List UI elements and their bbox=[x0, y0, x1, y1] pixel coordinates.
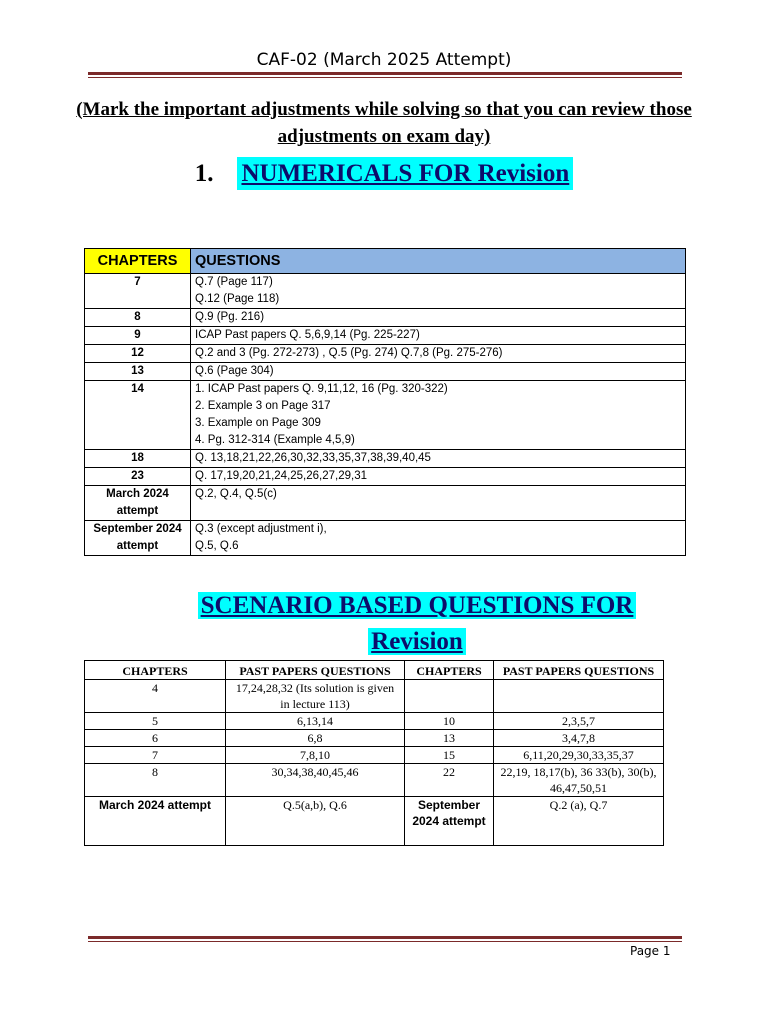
table-row bbox=[85, 468, 686, 486]
table-row bbox=[85, 764, 664, 797]
scenario-questions-cell-2: 3,4,7,8 bbox=[494, 730, 664, 747]
scenario-header-past-papers: PAST PAPERS QUESTIONS bbox=[226, 661, 405, 680]
header-rule bbox=[88, 72, 682, 78]
table-row bbox=[85, 730, 664, 747]
scenario-questions-cell: 17,24,28,32 (Its solution is given in lecture 113) bbox=[226, 680, 405, 713]
scenario-chapter-cell-2: 13 bbox=[405, 730, 494, 747]
numericals-table bbox=[84, 248, 686, 556]
instruction-note: (Mark the important adjustments while solving so that you can review those adjustments on exam day) bbox=[76, 99, 692, 147]
scenario-questions-cell: 6,13,14 bbox=[226, 713, 405, 730]
scenario-header-chapters-2: CHAPTERS bbox=[405, 661, 494, 680]
scenario-questions-cell: 30,34,38,40,45,46 bbox=[226, 764, 405, 797]
table-row bbox=[85, 327, 686, 345]
section2-title-line1: SCENARIO BASED QUESTIONS FOR bbox=[198, 592, 637, 619]
table-row bbox=[85, 713, 664, 730]
scenario-chapter-cell: March 2024 attempt bbox=[85, 797, 226, 846]
table-row bbox=[85, 309, 686, 327]
table-row bbox=[85, 363, 686, 381]
table-row bbox=[85, 797, 664, 846]
section2-title-line2: Revision bbox=[368, 628, 466, 655]
question-line: 1. ICAP Past papers Q. 9,11,12, 16 (Pg. 320-322) bbox=[195, 383, 448, 395]
scenario-chapter-cell-2: 15 bbox=[405, 747, 494, 764]
questions-cell bbox=[191, 327, 686, 345]
section-heading-scenario bbox=[0, 588, 768, 660]
table-row bbox=[85, 381, 686, 450]
table-row bbox=[85, 486, 686, 521]
table-row bbox=[85, 345, 686, 363]
question-line: 2. Example 3 on Page 317 bbox=[195, 400, 331, 412]
chapter-cell: 7 bbox=[85, 274, 191, 309]
question-line: Q.12 (Page 118) bbox=[195, 293, 280, 305]
scenario-chapter-cell: 7 bbox=[85, 747, 226, 764]
chapter-cell: 14 bbox=[85, 381, 191, 450]
scenario-header-chapters: CHAPTERS bbox=[85, 661, 226, 680]
footer-rule bbox=[88, 936, 682, 942]
table-row bbox=[85, 274, 686, 309]
question-line: Q.7 (Page 117) bbox=[195, 276, 273, 288]
questions-cell bbox=[191, 521, 686, 556]
scenario-header-past-papers-2: PAST PAPERS QUESTIONS bbox=[494, 661, 664, 680]
scenario-chapter-cell-2: September 2024 attempt bbox=[405, 797, 494, 846]
question-line: Q.2 and 3 (Pg. 272-273) , Q.5 (Pg. 274) Q.7,8 (Pg. 275-276) bbox=[195, 347, 503, 359]
question-line: Q.5, Q.6 bbox=[195, 540, 239, 552]
scenario-questions-cell-2: 2,3,5,7 bbox=[494, 713, 664, 730]
scenario-questions-cell: 7,8,10 bbox=[226, 747, 405, 764]
questions-cell bbox=[191, 486, 686, 521]
document-header-title: CAF-02 (March 2025 Attempt) bbox=[256, 50, 512, 70]
question-line: ICAP Past papers Q. 5,6,9,14 (Pg. 225-227) bbox=[195, 329, 420, 341]
scenario-questions-cell-2: 22,19, 18,17(b), 36 33(b), 30(b), 46,47,50,51 bbox=[494, 764, 664, 797]
scenario-questions-cell: 6,8 bbox=[226, 730, 405, 747]
question-line: Q.6 (Page 304) bbox=[195, 365, 274, 377]
chapter-cell: March 2024 attempt bbox=[85, 486, 191, 521]
questions-cell bbox=[191, 345, 686, 363]
scenario-questions-cell-2: Q.2 (a), Q.7 bbox=[494, 797, 664, 846]
question-line: 3. Example on Page 309 bbox=[195, 417, 321, 429]
questions-cell bbox=[191, 468, 686, 486]
scenario-questions-cell-2: 6,11,20,29,30,33,35,37 bbox=[494, 747, 664, 764]
questions-cell bbox=[191, 381, 686, 450]
chapter-cell: 12 bbox=[85, 345, 191, 363]
table-row bbox=[85, 450, 686, 468]
questions-header: QUESTIONS bbox=[191, 249, 686, 274]
table-row bbox=[85, 747, 664, 764]
chapters-header: CHAPTERS bbox=[85, 249, 191, 274]
scenario-chapter-cell: 6 bbox=[85, 730, 226, 747]
scenario-chapter-cell: 5 bbox=[85, 713, 226, 730]
section-title: NUMERICALS FOR Revision bbox=[237, 157, 573, 190]
scenario-chapter-cell-2: 10 bbox=[405, 713, 494, 730]
table-row bbox=[85, 680, 664, 713]
page-number: Page 1 bbox=[630, 944, 671, 958]
scenario-questions-cell: Q.5(a,b), Q.6 bbox=[226, 797, 405, 846]
questions-cell bbox=[191, 274, 686, 309]
scenario-questions-cell-2 bbox=[494, 680, 664, 713]
chapter-cell: 13 bbox=[85, 363, 191, 381]
questions-cell bbox=[191, 450, 686, 468]
question-line: Q.3 (except adjustment i), bbox=[195, 523, 327, 535]
chapter-cell: 18 bbox=[85, 450, 191, 468]
question-line: Q. 13,18,21,22,26,30,32,33,35,37,38,39,40,45 bbox=[195, 452, 431, 464]
scenario-chapter-cell-2 bbox=[405, 680, 494, 713]
question-line: Q.2, Q.4, Q.5(c) bbox=[195, 488, 277, 500]
section-heading-numericals bbox=[0, 160, 768, 188]
scenario-chapter-cell: 8 bbox=[85, 764, 226, 797]
question-line: Q. 17,19,20,21,24,25,26,27,29,31 bbox=[195, 470, 368, 482]
question-line: Q.9 (Pg. 216) bbox=[195, 311, 265, 323]
chapter-cell: 9 bbox=[85, 327, 191, 345]
chapter-cell: 23 bbox=[85, 468, 191, 486]
table-row bbox=[85, 521, 686, 556]
chapter-cell: 8 bbox=[85, 309, 191, 327]
questions-cell bbox=[191, 363, 686, 381]
questions-cell bbox=[191, 309, 686, 327]
scenario-table bbox=[84, 660, 664, 846]
question-line: 4. Pg. 312-314 (Example 4,5,9) bbox=[195, 434, 355, 446]
scenario-chapter-cell-2: 22 bbox=[405, 764, 494, 797]
section-number: 1. bbox=[194, 160, 214, 187]
scenario-chapter-cell: 4 bbox=[85, 680, 226, 713]
chapter-cell: September 2024 attempt bbox=[85, 521, 191, 556]
